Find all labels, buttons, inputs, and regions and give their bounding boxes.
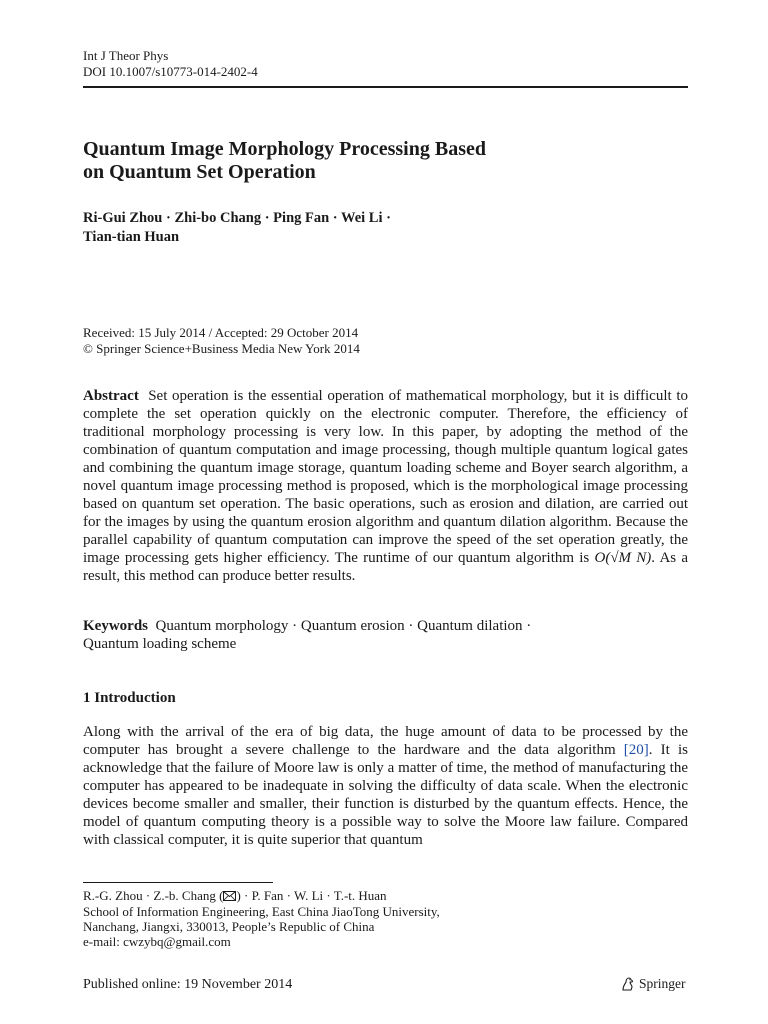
runtime-formula: O(√M N) [594,550,652,566]
copyright: © Springer Science+Business Media New York 2014 [83,341,360,356]
abstract-text: Set operation is the essential operation of mathematical morphology, but it is difficult to complete the set operation quickly on the electronic computer. Therefore, the efficiency of traditional morphology processing is very low. In this paper, by adopting the method of the combination of quantum computation and image processing, though multiple quantum logical gates and combining the quantum image storage, quantum loading scheme and Boyer search algorithm, a novel quantum image processing method is proposed, which is the morphological image processing based on quantum set operation. The basic operations, such as erosion and dilation, are carried out for the images by using the quantum erosion algorithm and quantum dilation algorithm. Because the parallel capability of quantum computation can improve the speed of the set operation greatly, the image processing gets higher efficiency. The runtime of our quantum algorithm is [83,388,689,566]
keywords-line-1: Quantum morphology · Quantum erosion · Quantum dilation · [155,618,532,634]
footnote-authors-rest: ) · P. Fan · W. Li · T.-t. Huan [236,888,387,903]
published-date: Published online: 19 November 2014 [83,977,293,992]
intro-text-cont: . It is acknowledge that the failure of Moore law is only a matter of time, the method of manufacturing the computer has appeared to be inadequate in solving the difficulty of data scale. When the electronic devices become smaller and smaller, their function is disturbed by the quantum effects. Hence, the model of quantum computing theory is a possible way to solve the Moore law failure. Compared with classical computer, it is quite superior that quantum [83,742,689,848]
author-list [83,209,643,247]
received-accepted: Received: 15 July 2014 / Accepted: 29 October 2014 [83,325,359,340]
keywords-line-2: Quantum loading scheme [83,636,237,652]
abstract-text-end: . As a result, this method can produce better results. [83,550,689,584]
author-footnote [83,888,440,949]
abstract-label: Abstract [83,388,139,404]
publisher-name: Springer [639,976,686,991]
authors-line-1: Ri-Gui Zhou · Zhi-bo Chang · Ping Fan · Wei Li · [83,210,391,226]
springer-horse-icon [620,976,636,992]
keywords [83,617,688,653]
abstract [83,387,688,585]
intro-text: Along with the arrival of the era of big data, the huge amount of data to be processed by the computer has brought a severe challenge to the hardware and the data algorithm [83,724,688,758]
introduction-text [83,723,688,849]
section-heading: 1 Introduction [83,690,176,706]
header-rule [83,86,688,88]
footnote-authors: R.-G. Zhou · Z.-b. Chang ( [83,888,224,903]
envelope-icon [223,889,236,904]
title-line-1: Quantum Image Morphology Processing Based [83,138,486,160]
doi[interactable]: DOI 10.1007/s10773-014-2402-4 [83,64,258,79]
affiliation-line-2: Nanchang, Jiangxi, 330013, People’s Republic of China [83,919,375,934]
affiliation-line-1: School of Information Engineering, East China JiaoTong University, [83,904,440,919]
dates-block [83,325,360,357]
paper-title [83,138,643,184]
authors-line-2: Tian-tian Huan [83,229,180,245]
title-line-2: on Quantum Set Operation [83,161,316,183]
citation-link[interactable]: [20] [623,742,649,758]
keywords-label: Keywords [83,618,148,634]
journal-name: Int J Theor Phys [83,48,169,63]
publisher-logo [620,976,686,992]
footnote-rule [83,882,273,883]
contact-email[interactable]: e-mail: cwzybq@gmail.com [83,934,231,949]
